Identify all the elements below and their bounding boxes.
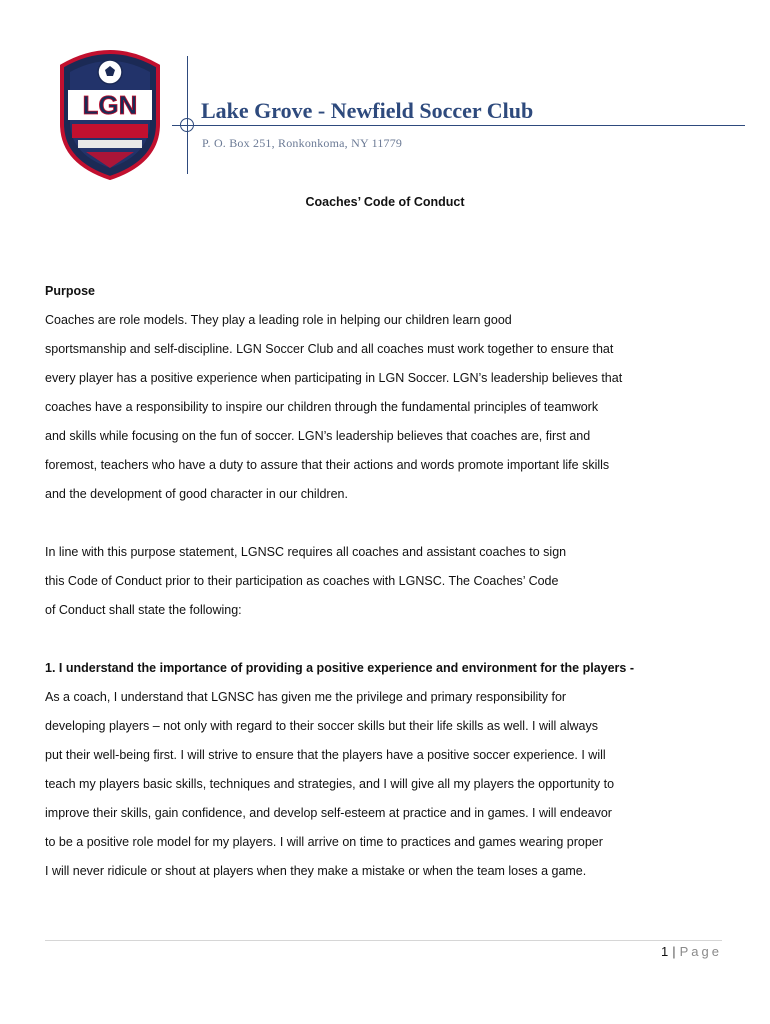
page-number [661,944,722,959]
purpose-heading: Purpose [45,284,96,298]
statement-line: of Conduct shall state the following: [45,603,242,617]
purpose-line: foremost, teachers who have a duty to assure that their actions and words promote important life skills [45,458,610,472]
purpose-line: sportsmanship and self-discipline. LGN Soccer Club and all coaches must work together to ensure that [45,342,614,356]
statement-line: In line with this purpose statement, LGNSC requires all coaches and assistant coaches to sign [45,545,567,559]
section-1-line: put their well-being first. I will strive to ensure that the players have a positive soccer experience. I will [45,748,606,762]
crosshair-icon [180,118,194,132]
purpose-line: and the development of good character in our children. [45,487,348,501]
club-logo [58,44,162,180]
section-1-line: As a coach, I understand that LGNSC has given me the privilege and primary responsibility for [45,690,567,704]
page-separator: | [672,944,676,959]
club-address: P. O. Box 251, Ronkonkoma, NY 11779 [202,136,403,150]
page-label: Page [679,944,722,959]
statement-line: this Code of Conduct prior to their participation as coaches with LGNSC. The Coaches’ Code [45,574,559,588]
purpose-line: every player has a positive experience when participating in LGN Soccer. LGN’s leadership believes that [45,371,623,385]
club-name: Lake Grove - Newfield Soccer Club [201,98,534,123]
section-1-heading: 1. I understand the importance of providing a positive experience and environment for the players - [45,661,635,675]
section-1-line: to be a positive role model for my players. I will arrive on time to practices and games wearing proper [45,835,603,849]
page-number-value: 1 [661,944,669,959]
header-vertical-rule [187,56,188,174]
document-title: Coaches’ Code of Conduct [305,195,465,209]
section-1-line: teach my players basic skills, techniques and strategies, and I will give all my players the opportunity to [45,777,615,791]
section-1-line: improve their skills, gain confidence, and develop self-esteem at practice and in games. I will endeavor [45,806,612,820]
purpose-line: and skills while focusing on the fun of soccer. LGN’s leadership believes that coaches are, first and [45,429,591,443]
section-1-line: I will never ridicule or shout at players when they make a mistake or when the team loses a game. [45,864,587,878]
purpose-line: coaches have a responsibility to inspire our children through the fundamental principles of teamwork [45,400,599,414]
section-1-line: developing players – not only with regard to their soccer skills but their life skills as well. I will always [45,719,599,733]
header-horizontal-rule [172,125,745,126]
footer-rule [45,940,722,941]
purpose-line: Coaches are role models. They play a leading role in helping our children learn good [45,313,512,327]
logo-text: LGN [82,90,138,120]
